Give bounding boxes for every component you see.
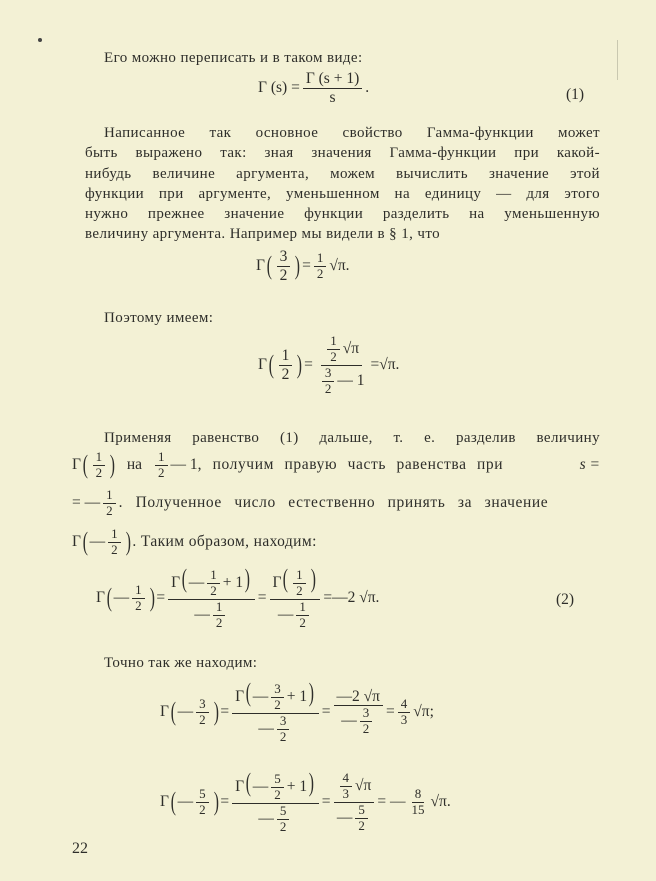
equation-label: (2) bbox=[556, 591, 575, 608]
fraction bbox=[103, 488, 116, 519]
fraction bbox=[303, 70, 362, 107]
math: — 1 bbox=[337, 371, 365, 389]
equation-gamma-1-2 bbox=[258, 334, 399, 397]
paren: ) bbox=[125, 527, 131, 557]
math: Γ bbox=[272, 574, 282, 591]
text-line: величину аргумента. Например мы видели в § 1, что bbox=[85, 226, 441, 242]
page-number: 22 bbox=[72, 840, 88, 857]
numerator: 1 bbox=[103, 488, 116, 504]
text-line: Написанное так основное свойство Гамма-функции может bbox=[104, 125, 600, 141]
numerator: 1 bbox=[155, 450, 168, 466]
numerator: 1 bbox=[93, 450, 106, 466]
paren: ( bbox=[245, 768, 251, 797]
math: Γ bbox=[256, 257, 265, 275]
numerator: 3 bbox=[277, 248, 291, 267]
math: . bbox=[446, 793, 451, 811]
fraction bbox=[155, 450, 168, 481]
fraction bbox=[355, 803, 368, 834]
numerator: 3 bbox=[360, 706, 373, 722]
paren: ) bbox=[213, 787, 219, 817]
paren: ( bbox=[268, 350, 274, 380]
math: . bbox=[375, 589, 380, 607]
fraction bbox=[334, 771, 375, 834]
fraction bbox=[277, 248, 291, 285]
denominator bbox=[338, 706, 378, 737]
math: . bbox=[365, 79, 370, 97]
numerator: 5 bbox=[355, 803, 368, 819]
math: . bbox=[345, 257, 350, 275]
math: = bbox=[385, 703, 395, 721]
numerator: 1 bbox=[314, 251, 327, 267]
math: — bbox=[113, 589, 130, 607]
math: — bbox=[252, 778, 269, 795]
paren: ) bbox=[244, 564, 251, 593]
fraction bbox=[327, 334, 340, 365]
math: ; bbox=[429, 703, 434, 721]
fraction bbox=[322, 366, 335, 397]
denominator: 2 bbox=[330, 348, 337, 364]
paren: ( bbox=[283, 564, 289, 593]
paren: ) bbox=[149, 583, 155, 613]
math: Γ bbox=[235, 688, 245, 705]
numerator bbox=[232, 680, 319, 714]
math: — bbox=[341, 712, 357, 730]
numerator: 3 bbox=[196, 697, 209, 713]
equation-2 bbox=[96, 566, 379, 631]
math: = bbox=[156, 589, 166, 607]
text-line: Поэтому имеем: bbox=[104, 310, 214, 326]
math: s = bbox=[579, 456, 600, 474]
math: = bbox=[220, 793, 230, 811]
denominator: 2 bbox=[279, 728, 287, 744]
denominator: 2 bbox=[279, 266, 288, 284]
numerator bbox=[270, 566, 321, 600]
math: Γ (s) = bbox=[258, 79, 300, 97]
math: — bbox=[252, 688, 269, 705]
denominator: 2 bbox=[106, 502, 113, 518]
math: = — bbox=[377, 793, 406, 811]
numerator: 4 bbox=[398, 697, 411, 713]
denominator: 2 bbox=[215, 614, 223, 630]
fraction bbox=[270, 566, 321, 631]
denominator bbox=[255, 714, 295, 745]
fraction bbox=[360, 706, 373, 737]
math: + 1 bbox=[222, 574, 244, 591]
numerator bbox=[334, 771, 375, 803]
fraction bbox=[271, 682, 284, 713]
fraction bbox=[108, 527, 121, 558]
denominator: 3 bbox=[342, 785, 349, 801]
inline-line bbox=[72, 450, 600, 481]
numerator: Γ (s + 1) bbox=[303, 70, 362, 89]
math: — bbox=[258, 809, 274, 827]
math: — bbox=[89, 533, 106, 551]
math: = bbox=[304, 356, 313, 374]
denominator: 2 bbox=[274, 696, 281, 712]
numerator: 1 bbox=[132, 583, 145, 599]
equation-label: (1) bbox=[566, 86, 585, 103]
fraction bbox=[93, 450, 106, 481]
numerator: 8 bbox=[412, 787, 425, 803]
paren: ) bbox=[297, 350, 303, 380]
paren: ) bbox=[310, 564, 316, 593]
fraction bbox=[296, 600, 309, 631]
denominator bbox=[255, 804, 295, 835]
paren: ( bbox=[170, 697, 176, 727]
fraction bbox=[196, 787, 209, 818]
numerator: —2 √π bbox=[334, 688, 383, 707]
fraction bbox=[293, 568, 306, 599]
paren: ) bbox=[295, 251, 301, 281]
denominator: 2 bbox=[299, 614, 306, 630]
numerator: 1 bbox=[108, 527, 121, 543]
fraction bbox=[340, 771, 353, 802]
numerator: 1 bbox=[279, 347, 293, 366]
text-line: Точно так же находим: bbox=[104, 655, 258, 671]
fraction bbox=[316, 334, 368, 397]
denominator bbox=[334, 803, 374, 834]
numerator: 3 bbox=[271, 682, 284, 698]
numerator: 1 bbox=[293, 568, 306, 584]
math: = bbox=[302, 257, 311, 275]
numerator: 5 bbox=[271, 772, 284, 788]
math: Γ bbox=[258, 356, 267, 374]
math: = — bbox=[72, 494, 101, 512]
inline-line bbox=[72, 527, 317, 558]
paren: ) bbox=[213, 697, 219, 727]
denominator: s bbox=[329, 88, 336, 106]
math: √π bbox=[355, 777, 372, 794]
paren: ( bbox=[170, 787, 176, 817]
math: — bbox=[336, 808, 353, 826]
denominator: 2 bbox=[279, 818, 287, 834]
math: Γ bbox=[235, 778, 245, 795]
math: — bbox=[177, 703, 194, 721]
math: Γ bbox=[96, 589, 105, 607]
denominator: 2 bbox=[274, 786, 281, 802]
denominator: 2 bbox=[358, 817, 365, 833]
numerator bbox=[232, 770, 319, 804]
denominator: 3 bbox=[400, 711, 408, 727]
scan-speck bbox=[38, 38, 42, 42]
text-line: быть выражено так: зная значения Гамма-функции при какой- bbox=[85, 145, 600, 161]
denominator: 2 bbox=[199, 801, 206, 817]
numerator: 1 bbox=[296, 600, 309, 616]
numerator: 1 bbox=[207, 568, 220, 584]
fraction bbox=[207, 568, 220, 599]
math: = bbox=[321, 703, 331, 721]
denominator: 2 bbox=[111, 541, 118, 557]
math: = bbox=[321, 793, 331, 811]
denominator: 2 bbox=[95, 464, 103, 480]
math: — bbox=[258, 719, 274, 737]
equation-1 bbox=[258, 70, 369, 107]
math: Γ bbox=[160, 793, 169, 811]
math: — bbox=[277, 605, 294, 623]
denominator: 2 bbox=[281, 365, 290, 383]
fraction bbox=[398, 697, 411, 728]
paren: ( bbox=[82, 527, 88, 557]
math: . bbox=[395, 356, 400, 374]
numerator: 5 bbox=[277, 804, 290, 820]
fraction bbox=[277, 804, 290, 835]
math: + 1 bbox=[286, 778, 308, 795]
math: √π bbox=[413, 703, 430, 721]
fraction bbox=[213, 600, 226, 631]
inline-line bbox=[72, 488, 600, 519]
fraction bbox=[279, 347, 293, 384]
math: — 1 bbox=[170, 456, 198, 474]
paren: ( bbox=[181, 564, 187, 593]
fraction bbox=[132, 583, 145, 614]
text-line: нужно прежнее значение функции разделить на уменьшенную bbox=[85, 206, 600, 222]
fraction bbox=[271, 772, 284, 803]
text-line: нибудь величине аргумента, можем вычислить значение этой bbox=[85, 166, 600, 182]
numerator: 5 bbox=[196, 787, 209, 803]
paren: ( bbox=[106, 583, 112, 613]
numerator bbox=[321, 334, 362, 366]
math: Γ bbox=[72, 533, 81, 551]
paren: ( bbox=[245, 678, 251, 707]
equation-gamma-3-2 bbox=[256, 248, 350, 285]
math: = bbox=[257, 589, 267, 607]
text-line: Применяя равенство (1) дальше, т. е. разделив величину bbox=[104, 430, 600, 446]
text: на bbox=[126, 456, 142, 474]
paren: ( bbox=[266, 251, 272, 281]
numerator bbox=[168, 566, 255, 600]
math: √π bbox=[430, 793, 447, 811]
fraction bbox=[196, 697, 209, 728]
fraction bbox=[314, 251, 327, 282]
equation-gamma-minus-5-2 bbox=[160, 770, 451, 835]
fraction bbox=[277, 714, 290, 745]
numerator: 4 bbox=[340, 771, 353, 787]
paren: ) bbox=[308, 768, 315, 797]
denominator: 2 bbox=[135, 597, 142, 613]
denominator bbox=[191, 600, 231, 631]
numerator: 1 bbox=[213, 600, 226, 616]
denominator: 2 bbox=[362, 721, 370, 737]
denominator bbox=[275, 600, 315, 631]
numerator: 1 bbox=[327, 334, 340, 350]
math: = bbox=[323, 589, 333, 607]
math: √π bbox=[379, 356, 396, 374]
fraction bbox=[232, 680, 319, 745]
math: √π bbox=[342, 340, 360, 357]
fraction bbox=[232, 770, 319, 835]
denominator: 2 bbox=[210, 582, 217, 598]
math: = bbox=[220, 703, 230, 721]
denominator: 2 bbox=[316, 265, 324, 281]
math: — bbox=[177, 793, 194, 811]
numerator: 3 bbox=[322, 366, 335, 382]
denominator bbox=[316, 366, 368, 397]
equation-gamma-minus-3-2 bbox=[160, 680, 434, 745]
text-line: Его можно переписать и в таком виде: bbox=[104, 50, 363, 66]
denominator: 2 bbox=[296, 582, 303, 598]
scan-mark bbox=[617, 40, 618, 80]
numerator: 3 bbox=[277, 714, 290, 730]
math: + 1 bbox=[286, 688, 308, 705]
fraction bbox=[168, 566, 255, 631]
denominator: 2 bbox=[158, 464, 165, 480]
math: Γ bbox=[171, 574, 181, 591]
math: — bbox=[188, 574, 205, 591]
math: Γ bbox=[72, 456, 81, 474]
denominator: 15 bbox=[411, 801, 425, 817]
math: — bbox=[194, 605, 210, 623]
math: = bbox=[370, 356, 380, 374]
math: —2 √π bbox=[332, 589, 376, 607]
paren: ( bbox=[82, 450, 88, 480]
denominator: 2 bbox=[199, 711, 206, 727]
math: √π bbox=[329, 257, 346, 275]
paren: ) bbox=[308, 678, 315, 707]
fraction bbox=[334, 688, 383, 738]
denominator: 2 bbox=[324, 380, 332, 396]
text: , получим правую часть равенства при bbox=[197, 456, 504, 474]
text: . Полученное число естественно принять за значение bbox=[118, 494, 549, 512]
fraction bbox=[408, 787, 427, 818]
text: . Таким образом, находим: bbox=[132, 533, 317, 551]
math: Γ bbox=[160, 703, 169, 721]
text-line: функции при аргументе, уменьшенном на единицу — для этого bbox=[85, 186, 600, 202]
paren: ) bbox=[109, 450, 116, 480]
